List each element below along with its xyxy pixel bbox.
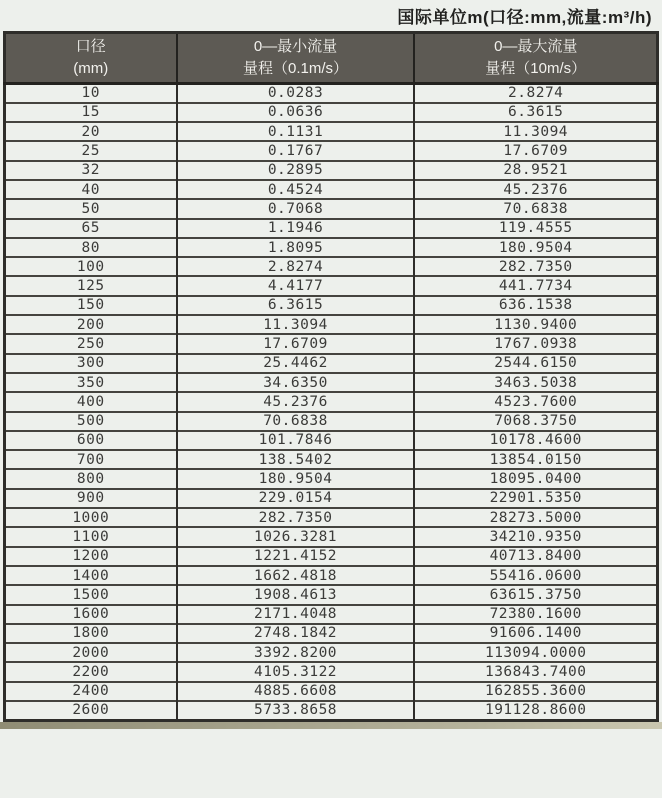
table-row <box>5 489 658 508</box>
cell-diameter: 250 <box>5 334 177 353</box>
cell-min-flow: 0.4524 <box>177 180 415 199</box>
cell-max-flow: 18095.0400 <box>414 469 657 488</box>
cell-diameter: 1200 <box>5 547 177 566</box>
cell-min-flow: 2171.4048 <box>177 605 415 624</box>
table-row <box>5 662 658 681</box>
cell-diameter: 350 <box>5 373 177 392</box>
cell-diameter: 800 <box>5 469 177 488</box>
table-row <box>5 354 658 373</box>
cell-min-flow: 138.5402 <box>177 450 415 469</box>
table-row <box>5 296 658 315</box>
header-min-flow-line2: 量程（0.1m/s） <box>243 60 349 77</box>
header-diameter <box>5 33 177 84</box>
cell-diameter: 300 <box>5 354 177 373</box>
table-row <box>5 450 658 469</box>
table-row <box>5 122 658 141</box>
table-row <box>5 257 658 276</box>
cell-min-flow: 4885.6608 <box>177 682 415 701</box>
table-row <box>5 431 658 450</box>
cell-max-flow: 17.6709 <box>414 141 657 160</box>
cell-min-flow: 0.1131 <box>177 122 415 141</box>
cell-max-flow: 13854.0150 <box>414 450 657 469</box>
cell-diameter: 65 <box>5 219 177 238</box>
table-row <box>5 701 658 720</box>
cell-max-flow: 162855.3600 <box>414 682 657 701</box>
cell-diameter: 600 <box>5 431 177 450</box>
header-max-flow-line1: 0—最大流量 <box>494 38 578 56</box>
cell-min-flow: 11.3094 <box>177 315 415 334</box>
cell-max-flow: 119.4555 <box>414 219 657 238</box>
cell-min-flow: 25.4462 <box>177 354 415 373</box>
table-header <box>5 33 658 84</box>
header-diameter-line2: (mm) <box>73 60 109 77</box>
table-row <box>5 605 658 624</box>
cell-max-flow: 34210.9350 <box>414 527 657 546</box>
cell-max-flow: 2.8274 <box>414 84 657 103</box>
cell-min-flow: 0.1767 <box>177 141 415 160</box>
cell-max-flow: 70.6838 <box>414 199 657 218</box>
cell-max-flow: 113094.0000 <box>414 643 657 662</box>
table-row <box>5 508 658 527</box>
cell-max-flow: 91606.1400 <box>414 624 657 643</box>
cell-max-flow: 136843.7400 <box>414 662 657 681</box>
table-row <box>5 276 658 295</box>
cell-min-flow: 5733.8658 <box>177 701 415 720</box>
table-row <box>5 682 658 701</box>
cell-diameter: 2600 <box>5 701 177 720</box>
cell-max-flow: 636.1538 <box>414 296 657 315</box>
cell-diameter: 40 <box>5 180 177 199</box>
cell-diameter: 10 <box>81 85 101 102</box>
cell-diameter: 150 <box>5 296 177 315</box>
cell-max-flow: 1130.9400 <box>414 315 657 334</box>
cell-min-flow: 229.0154 <box>177 489 415 508</box>
cell-min-flow: 282.7350 <box>177 508 415 527</box>
cell-min-flow: 1221.4152 <box>177 547 415 566</box>
flow-range-table <box>3 31 659 722</box>
cell-max-flow: 180.9504 <box>414 238 657 257</box>
cell-min-flow: 4105.3122 <box>177 662 415 681</box>
cell-max-flow: 10178.4600 <box>414 431 657 450</box>
cell-min-flow: 70.6838 <box>177 412 415 431</box>
cell-max-flow: 441.7734 <box>414 276 657 295</box>
header-diameter-line1: 口径 <box>75 38 106 56</box>
header-max-flow-line2: 量程（10m/s） <box>485 60 587 77</box>
title-bar <box>0 0 662 31</box>
cell-diameter: 1000 <box>5 508 177 527</box>
header-max-flow <box>414 33 657 84</box>
cell-diameter: 15 <box>5 103 177 122</box>
cell-min-flow: 0.2895 <box>177 161 415 180</box>
cell-max-flow: 40713.8400 <box>414 547 657 566</box>
cell-diameter: 1800 <box>5 624 177 643</box>
cell-diameter: 200 <box>5 315 177 334</box>
table-row <box>5 392 658 411</box>
bottom-strip <box>0 722 662 729</box>
table-row <box>5 624 658 643</box>
cell-min-flow: 1.8095 <box>177 238 415 257</box>
table-row <box>5 315 658 334</box>
cell-max-flow: 11.3094 <box>414 122 657 141</box>
cell-max-flow: 4523.7600 <box>414 392 657 411</box>
cell-diameter: 32 <box>5 161 177 180</box>
cell-min-flow: 1908.4613 <box>177 585 415 604</box>
cell-diameter: 1100 <box>5 527 177 546</box>
header-min-flow-line1: 0—最小流量 <box>253 38 338 56</box>
table-row <box>5 527 658 546</box>
cell-diameter: 1400 <box>5 566 177 585</box>
table-row <box>5 334 658 353</box>
cell-max-flow: 2544.6150 <box>414 354 657 373</box>
table-row <box>5 238 658 257</box>
cell-min-flow: 0.7068 <box>177 199 415 218</box>
cell-max-flow: 191128.8600 <box>414 701 657 720</box>
cell-diameter: 700 <box>5 450 177 469</box>
cell-diameter: 2000 <box>5 643 177 662</box>
table-row <box>5 643 658 662</box>
cell-diameter: 25 <box>5 141 177 160</box>
cell-max-flow: 3463.5038 <box>414 373 657 392</box>
cell-max-flow: 7068.3750 <box>414 412 657 431</box>
cell-max-flow: 72380.1600 <box>414 605 657 624</box>
cell-max-flow: 55416.0600 <box>414 566 657 585</box>
cell-min-flow: 34.6350 <box>177 373 415 392</box>
cell-diameter: 500 <box>5 412 177 431</box>
cell-diameter: 20 <box>5 122 177 141</box>
page-title: 国际单位m(口径:mm,流量:m³/h) <box>397 8 652 27</box>
cell-min-flow: 1.1946 <box>177 219 415 238</box>
table-row <box>5 161 658 180</box>
cell-max-flow: 22901.5350 <box>414 489 657 508</box>
cell-diameter: 1600 <box>5 605 177 624</box>
cell-min-flow: 101.7846 <box>177 431 415 450</box>
table-row <box>5 585 658 604</box>
cell-min-flow: 3392.8200 <box>177 643 415 662</box>
table-row <box>5 566 658 585</box>
cell-max-flow: 28.9521 <box>414 161 657 180</box>
cell-min-flow: 2748.1842 <box>177 624 415 643</box>
cell-diameter: 50 <box>5 199 177 218</box>
table-row <box>5 373 658 392</box>
cell-min-flow: 0.0283 <box>177 84 415 103</box>
cell-diameter: 2200 <box>5 662 177 681</box>
cell-min-flow: 4.4177 <box>177 276 415 295</box>
cell-min-flow: 17.6709 <box>177 334 415 353</box>
cell-min-flow: 0.0636 <box>177 103 415 122</box>
header-min-flow <box>177 33 415 84</box>
table-row <box>5 469 658 488</box>
cell-diameter: 100 <box>5 257 177 276</box>
cell-max-flow: 63615.3750 <box>414 585 657 604</box>
cell-min-flow: 6.3615 <box>177 296 415 315</box>
table-row <box>5 141 658 160</box>
cell-max-flow: 45.2376 <box>414 180 657 199</box>
cell-max-flow: 6.3615 <box>414 103 657 122</box>
cell-max-flow: 1767.0938 <box>414 334 657 353</box>
cell-diameter: 80 <box>5 238 177 257</box>
cell-min-flow: 180.9504 <box>177 469 415 488</box>
cell-min-flow: 2.8274 <box>177 257 415 276</box>
table-row <box>5 180 658 199</box>
table-row <box>5 84 658 103</box>
table-row <box>5 547 658 566</box>
cell-min-flow: 1662.4818 <box>177 566 415 585</box>
cell-max-flow: 28273.5000 <box>414 508 657 527</box>
cell-diameter: 1500 <box>5 585 177 604</box>
cell-diameter: 125 <box>5 276 177 295</box>
table-row <box>5 219 658 238</box>
cell-diameter: 400 <box>5 392 177 411</box>
cell-min-flow: 45.2376 <box>177 392 415 411</box>
cell-diameter: 2400 <box>5 682 177 701</box>
cell-diameter: 900 <box>5 489 177 508</box>
table-row <box>5 412 658 431</box>
table-row <box>5 103 658 122</box>
table-row <box>5 199 658 218</box>
cell-max-flow: 282.7350 <box>414 257 657 276</box>
table-body <box>5 84 658 721</box>
cell-min-flow: 1026.3281 <box>177 527 415 546</box>
